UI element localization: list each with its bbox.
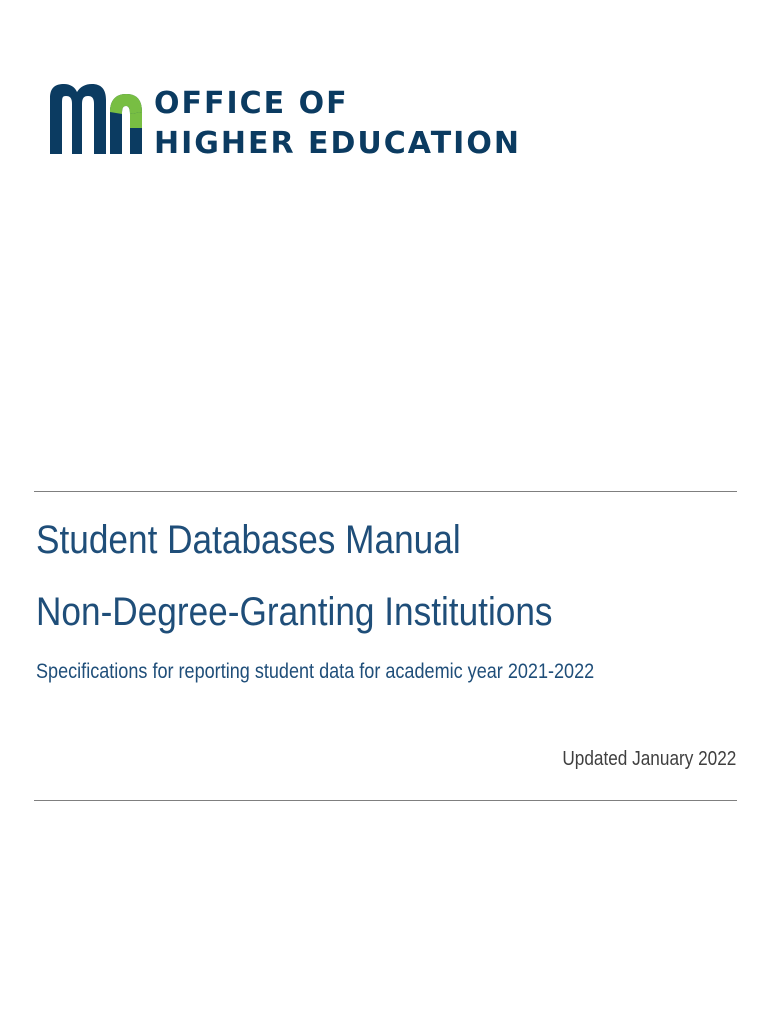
logo-line-1: OFFICE OF (154, 86, 349, 121)
mn-logo-mark (50, 84, 146, 156)
document-description: Specifications for reporting student data for academic year 2021-2022 (36, 660, 595, 683)
logo-line-2: HIGHER EDUCATION (154, 126, 521, 161)
updated-date: Updated January 2022 (561, 748, 736, 770)
document-subtitle: Non-Degree-Granting Institutions (36, 590, 553, 634)
office-of-higher-education-logo (50, 84, 521, 161)
bottom-divider (34, 800, 737, 801)
logo-wordmark (154, 84, 521, 164)
document-title: Student Databases Manual (36, 518, 461, 562)
top-divider (34, 491, 737, 492)
